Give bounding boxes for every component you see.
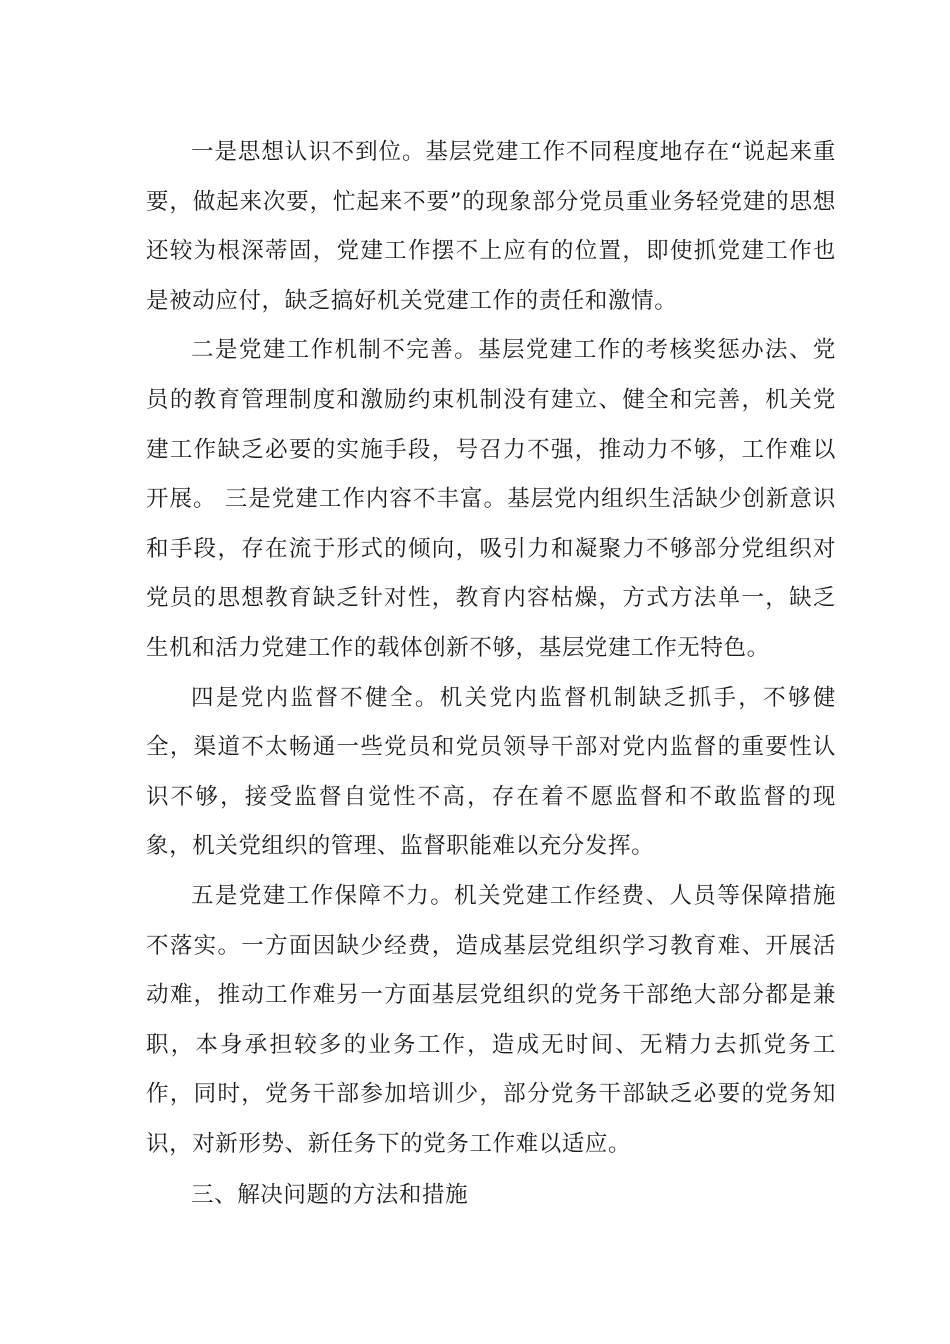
paragraph-mechanism: 二是党建工作机制不完善。基层党建工作的考核奖惩办法、党员的教育管理制度和激励约束机制没有建立、健全和完善，机关党建工作缺乏必要的实施手段，号召力不强，推动力不够，工作难以开展。 三是党建工作内容不丰富。基层党内组织生活缺少创新意识和手段，存在流于形式的倾向，吸引力和凝聚力不够部分党组织对党员的思想教育缺乏针对性，教育内容枯燥，方式方法单一，缺乏生机和活力党建工作的载体创新不够，基层党建工作无特色。	[146, 337, 836, 661]
paragraph-guarantee: 五是党建工作保障不力。机关党建工作经费、人员等保障措施不落实。一方面因缺少经费，造成基层党组织学习教育难、开展活动难，推动工作难另一方面基层党组织的党务干部绝大部分都是兼职，本身承担较多的业务工作，造成无时间、无精力去抓党务工作，同时，党务干部参加培训少，部分党务干部缺乏必要的党务知识，对新形势、新任务下的党务工作难以适应。	[146, 882, 836, 1157]
paragraph-thinking: 一是思想认识不到位。基层党建工作不同程度地存在“说起来重要，做起来次要，忙起来不要”的现象部分党员重业务轻党建的思想还较为根深蒂固，党建工作摆不上应有的位置，即使抓党建工作也是被动应付，缺乏搞好机关党建工作的责任和激情。	[146, 139, 836, 314]
document-body	[146, 128, 836, 1221]
paragraph-supervision: 四是党内监督不健全。机关党内监督机制缺乏抓手，不够健全，渠道不太畅通一些党员和党员领导干部对党内监督的重要性认识不够，接受监督自觉性不高，存在着不愿监督和不敢监督的现象，机关党组织的管理、监督职能难以充分发挥。	[146, 684, 836, 860]
section-heading: 三、解决问题的方法和措施	[191, 1182, 469, 1209]
